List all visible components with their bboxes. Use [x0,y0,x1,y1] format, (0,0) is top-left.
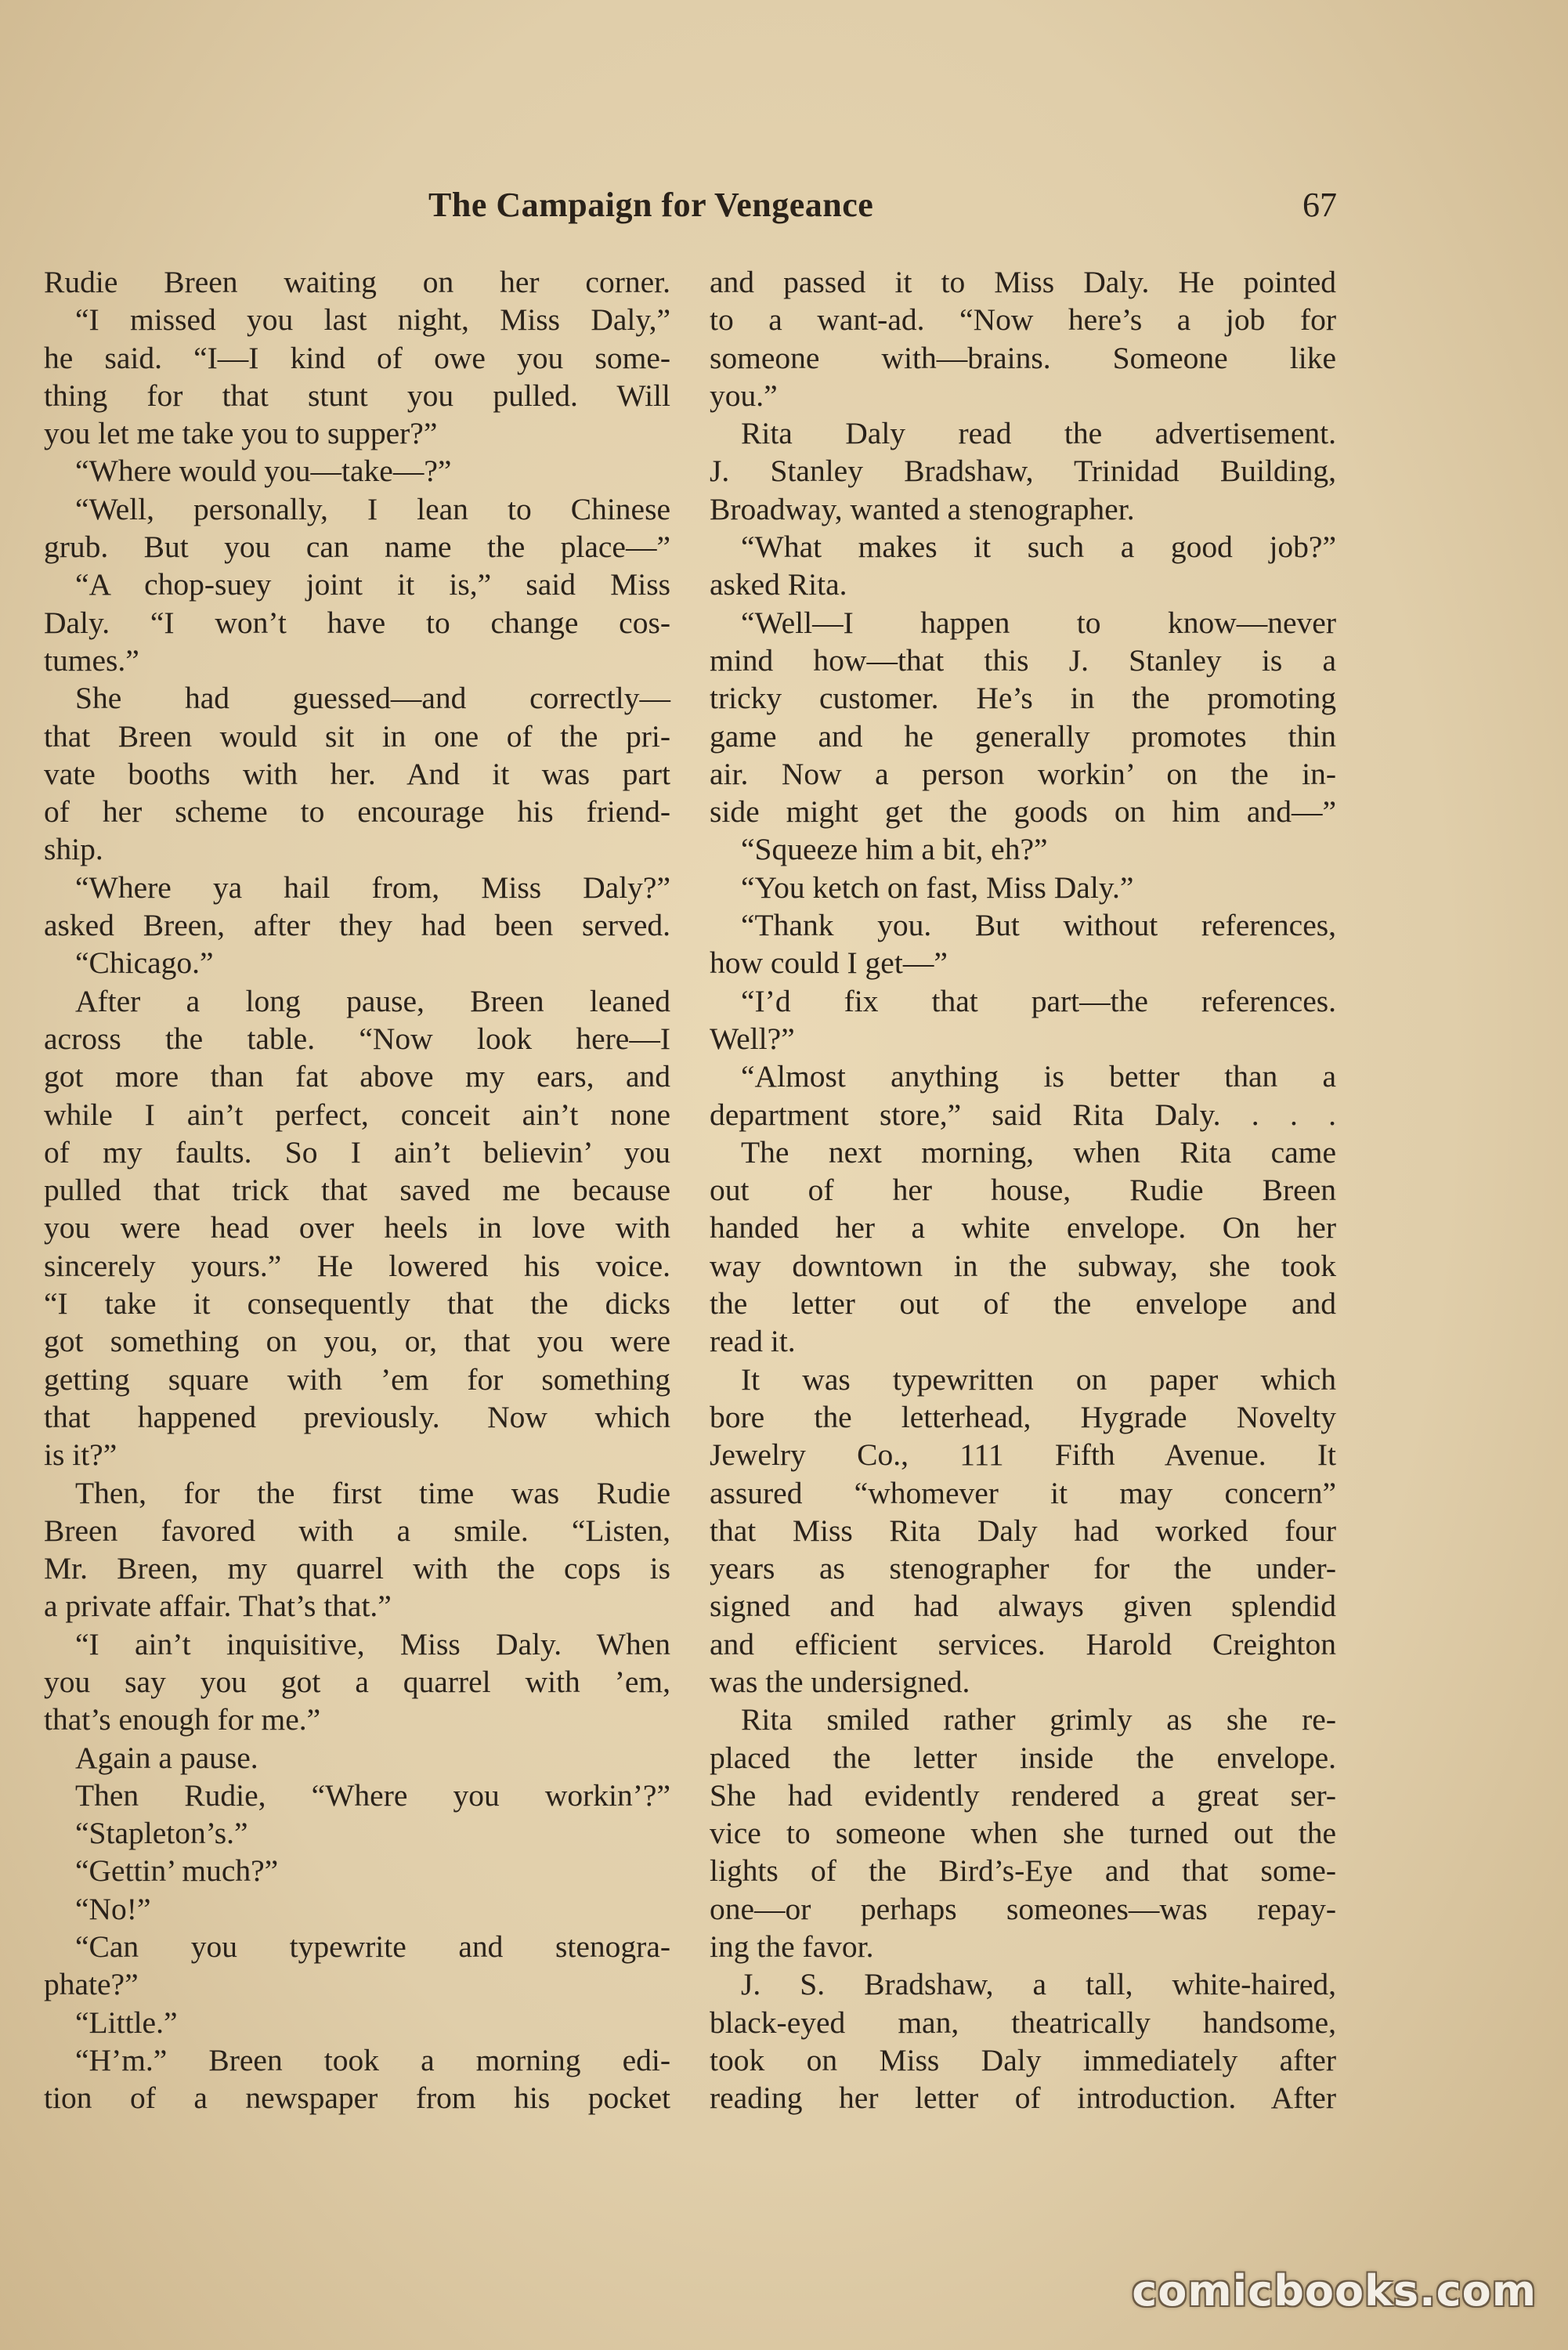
text-line [44,1701,670,1738]
text-line-content: “What makes it such a good job?” [741,530,1336,565]
text-line-content: you.” [710,378,778,413]
text-line-content: After a long pause, Breen leaned [75,983,670,1018]
text-line-content: ing the favor. [710,1929,874,1965]
text-line [710,1133,1336,1171]
text-line-content: someone with—brains. Someone like [710,340,1336,375]
text-line-content: “Where ya hail from, Miss Daly?” [75,870,670,905]
text-line-content: She had guessed—and correctly— [75,681,670,716]
text-line-content: Then, for the first time was Rudie [75,1475,670,1510]
text-line-content: “I missed you last night, Miss Daly,” [75,302,670,338]
text-line [710,642,1336,679]
text-line [710,2041,1336,2079]
text-line [710,1209,1336,1246]
text-line-content: how could I get—” [710,945,948,981]
text-line [710,1549,1336,1587]
text-line-content: of my faults. So I ain’t believin’ you [44,1134,670,1170]
text-line [44,1436,670,1473]
text-line [44,528,670,566]
text-line [710,452,1336,490]
text-line [44,642,670,679]
text-line [44,1852,670,1889]
text-line-content: that Breen would sit in one of the pri- [44,718,670,754]
text-line [44,1512,670,1549]
text-line [44,869,670,906]
text-line-content: signed and had always given splendid [710,1589,1336,1624]
text-line [710,1625,1336,1663]
text-line-content: placed the letter inside the envelope. [710,1740,1336,1775]
text-line [710,1928,1336,1965]
text-line [710,679,1336,717]
text-line-content: is it?” [44,1437,117,1473]
text-line-content: “I’d fix that part—the references. [741,983,1336,1018]
text-line [44,1777,670,1814]
text-line-content: that happened previously. Now which [44,1399,670,1434]
text-line-content: Rudie Breen waiting on her corner. [44,265,670,299]
text-line [710,1020,1336,1058]
text-line [710,755,1336,793]
text-line [44,1096,670,1133]
text-line-content: vate booths with her. And it was part [44,756,670,791]
text-line [44,1549,670,1587]
text-line [710,1361,1336,1398]
text-line-content: bore the letterhead, Hygrade Novelty [710,1399,1336,1434]
text-line-content: “Almost anything is better than a [741,1059,1336,1094]
text-line [710,490,1336,528]
text-line-content: “Thank you. But without references, [741,908,1336,943]
text-line-content: got more than fat above my ears, and [44,1059,670,1094]
text-line [44,1133,670,1171]
text-line [44,1322,670,1360]
text-line-content: you let me take you to supper?” [44,416,438,451]
text-line [710,1663,1336,1701]
text-line [44,301,670,338]
text-line [44,1625,670,1663]
text-line-content: asked Rita. [710,567,847,602]
text-line-content: across the table. “Now look here—I [44,1021,670,1056]
text-line [44,755,670,793]
text-line [44,2041,670,2079]
text-line-content: he said. “I—I kind of owe you some- [44,340,670,375]
text-line-content: thing for that stunt you pulled. Will [44,378,670,413]
text-line [710,1512,1336,1549]
text-line [710,604,1336,642]
text-line [44,1928,670,1965]
text-line-content: reading her letter of introduction. After [710,2081,1336,2116]
text-line [710,1474,1336,1512]
text-line [710,718,1336,755]
text-line [710,1777,1336,1814]
text-line [710,566,1336,603]
text-line-content: “Chicago.” [75,945,214,981]
text-line-content: you say you got a quarrel with ’em, [44,1664,670,1699]
text-line [710,793,1336,830]
text-line-content: “Squeeze him a bit, eh?” [741,832,1048,867]
right-text-column [710,263,1336,2117]
text-line-content: “Can you typewrite and stenogra- [75,1929,670,1965]
text-line [44,566,670,603]
text-line-content: “No!” [75,1891,151,1926]
text-line-content: Broadway, wanted a stenographer. [710,491,1135,526]
text-line-content: The next morning, when Rita came [741,1134,1336,1170]
text-line [44,1739,670,1777]
text-line [44,2004,670,2041]
text-line [44,1890,670,1928]
text-line-content: “You ketch on fast, Miss Daly.” [741,870,1134,905]
text-line [710,1814,1336,1852]
text-line-content: “Gettin’ much?” [75,1853,279,1889]
text-line [44,377,670,414]
text-line-content: J. Stanley Bradshaw, Trinidad Building, [710,454,1336,489]
text-line-content: of her scheme to encourage his friend- [44,794,670,830]
text-line [710,1285,1336,1322]
text-line-content: out of her house, Rudie Breen [710,1173,1336,1208]
text-line [44,1965,670,2003]
text-line [44,414,670,452]
text-line-content: side might get the goods on him and—” [710,794,1336,830]
text-line-content: It was typewritten on paper which [741,1361,1336,1397]
text-line-content: and passed it to Miss Daly. He pointed [710,265,1336,299]
text-line [44,490,670,528]
text-line-content: that Miss Rita Daly had worked four [710,1513,1336,1548]
text-line [44,1587,670,1625]
text-line-content: Rita smiled rather grimly as she re- [741,1702,1336,1737]
text-line [710,982,1336,1020]
text-line-content: Jewelry Co., 111 Fifth Avenue. It [710,1437,1336,1473]
text-line-content: ship. [44,832,103,867]
text-line-content: game and he generally promotes thin [710,718,1336,754]
text-line-content: “Stapleton’s.” [75,1816,248,1851]
text-line-content: mind how—that this J. Stanley is a [710,642,1336,678]
text-line [44,718,670,755]
text-line-content: vice to someone when she turned out the [710,1816,1336,1851]
text-line [44,1247,670,1285]
text-line-content: getting square with ’em for something [44,1361,670,1397]
text-line-content: one—or perhaps someones—was repay- [710,1891,1336,1926]
text-line [710,1398,1336,1436]
text-line [44,1398,670,1436]
text-line-content: “H’m.” Breen took a morning edi- [75,2042,670,2077]
text-line [710,830,1336,868]
text-line-content: “I take it consequently that the dicks [44,1286,670,1321]
text-line [44,1474,670,1512]
text-line-content: tion of a newspaper from his pocket [44,2081,670,2116]
text-line-content: Daly. “I won’t have to change cos- [44,605,670,640]
text-line [44,1020,670,1058]
text-line [44,263,670,301]
text-line-content: air. Now a person workin’ on the in- [710,756,1336,791]
text-line-content: Then Rudie, “Where you workin’?” [75,1777,670,1813]
text-line [44,339,670,377]
text-line [710,301,1336,338]
text-line [710,944,1336,982]
text-line [710,2079,1336,2117]
page-title: The Campaign for Vengeance [428,186,874,224]
text-line-content: grub. But you can name the place—” [44,530,670,565]
text-line-content: years as stenographer for the under- [710,1551,1336,1586]
text-line-content: that’s enough for me.” [44,1702,321,1737]
text-line [710,263,1336,301]
text-line [710,1171,1336,1209]
text-line [44,1285,670,1322]
text-line-content: pulled that trick that saved me because [44,1173,670,1208]
text-line [44,906,670,944]
text-line-content: Again a pause. [75,1740,258,1775]
text-line-content: to a want-ad. “Now here’s a job for [710,302,1336,338]
text-line [710,1965,1336,2003]
text-line-content: took on Miss Daly immediately after [710,2042,1336,2077]
text-line-content: while I ain’t perfect, conceit ain’t none [44,1097,670,1132]
text-line-content: “Well—I happen to know—never [741,605,1336,640]
text-line [44,793,670,830]
text-line [710,1096,1336,1133]
text-line [710,414,1336,452]
text-line [710,2004,1336,2041]
text-line-content: She had evidently rendered a great ser- [710,1777,1336,1813]
text-line-content: J. S. Bradshaw, a tall, white-haired, [741,1967,1336,2002]
text-line-content: asked Breen, after they had been served. [44,908,670,943]
text-line [710,1058,1336,1095]
text-line-content: Well?” [710,1021,795,1056]
text-line [710,339,1336,377]
text-line [710,1587,1336,1625]
page-number: 67 [1302,186,1337,224]
text-line-content: Mr. Breen, my quarrel with the cops is [44,1551,670,1586]
text-line-content: and efficient services. Harold Creighton [710,1626,1336,1661]
text-line [710,869,1336,906]
text-line [710,1739,1336,1777]
text-line-content: you were head over heels in love with [44,1210,670,1246]
text-line [710,528,1336,566]
text-line [44,982,670,1020]
text-line [44,1171,670,1209]
text-line [44,1361,670,1398]
text-line [44,1209,670,1246]
text-line [44,944,670,982]
text-line [710,1701,1336,1738]
text-line-content: sincerely yours.” He lowered his voice. [44,1248,670,1283]
text-line-content: lights of the Bird’s-Eye and that some- [710,1853,1336,1889]
text-line [710,377,1336,414]
text-line [710,1436,1336,1473]
text-line-content: department store,” said Rita Daly. . . . [710,1097,1336,1132]
site-watermark: comicbooks.com [1132,2266,1537,2316]
text-line [710,1322,1336,1360]
text-line-content: Breen favored with a smile. “Listen, [44,1513,670,1548]
text-line-content: way downtown in the subway, she took [710,1248,1336,1283]
text-line [44,830,670,868]
left-text-column [44,263,670,2117]
text-line-content: Rita Daly read the advertisement. [741,416,1336,451]
text-line-content: a private affair. That’s that.” [44,1589,392,1624]
text-line-content: the letter out of the envelope and [710,1286,1336,1321]
text-line-content: read it. [710,1324,796,1359]
text-line-content: “Where would you—take—?” [75,454,452,489]
text-line [710,906,1336,944]
text-line [44,679,670,717]
text-line-content: was the undersigned. [710,1664,970,1699]
text-line [44,604,670,642]
page-header [428,185,1337,232]
text-line-content: black-eyed man, theatrically handsome, [710,2005,1336,2040]
text-line-content: tricky customer. He’s in the promoting [710,681,1336,716]
text-line [44,1814,670,1852]
text-line-content: handed her a white envelope. On her [710,1210,1336,1246]
text-line-content: got something on you, or, that you were [44,1324,670,1359]
text-line [710,1852,1336,1889]
text-line [710,1247,1336,1285]
text-line-content: phate?” [44,1967,139,2002]
text-line [44,452,670,490]
text-line-content: “Little.” [75,2005,178,2040]
text-line [44,1058,670,1095]
text-line-content: “I ain’t inquisitive, Miss Daly. When [75,1626,670,1661]
text-line-content: “A chop-suey joint it is,” said Miss [75,567,670,602]
text-line [44,2079,670,2117]
text-line [710,1890,1336,1928]
text-line-content: assured “whomever it may concern” [710,1475,1336,1510]
text-line [44,1663,670,1701]
text-line-content: tumes.” [44,642,139,678]
text-line-content: “Well, personally, I lean to Chinese [75,491,670,526]
